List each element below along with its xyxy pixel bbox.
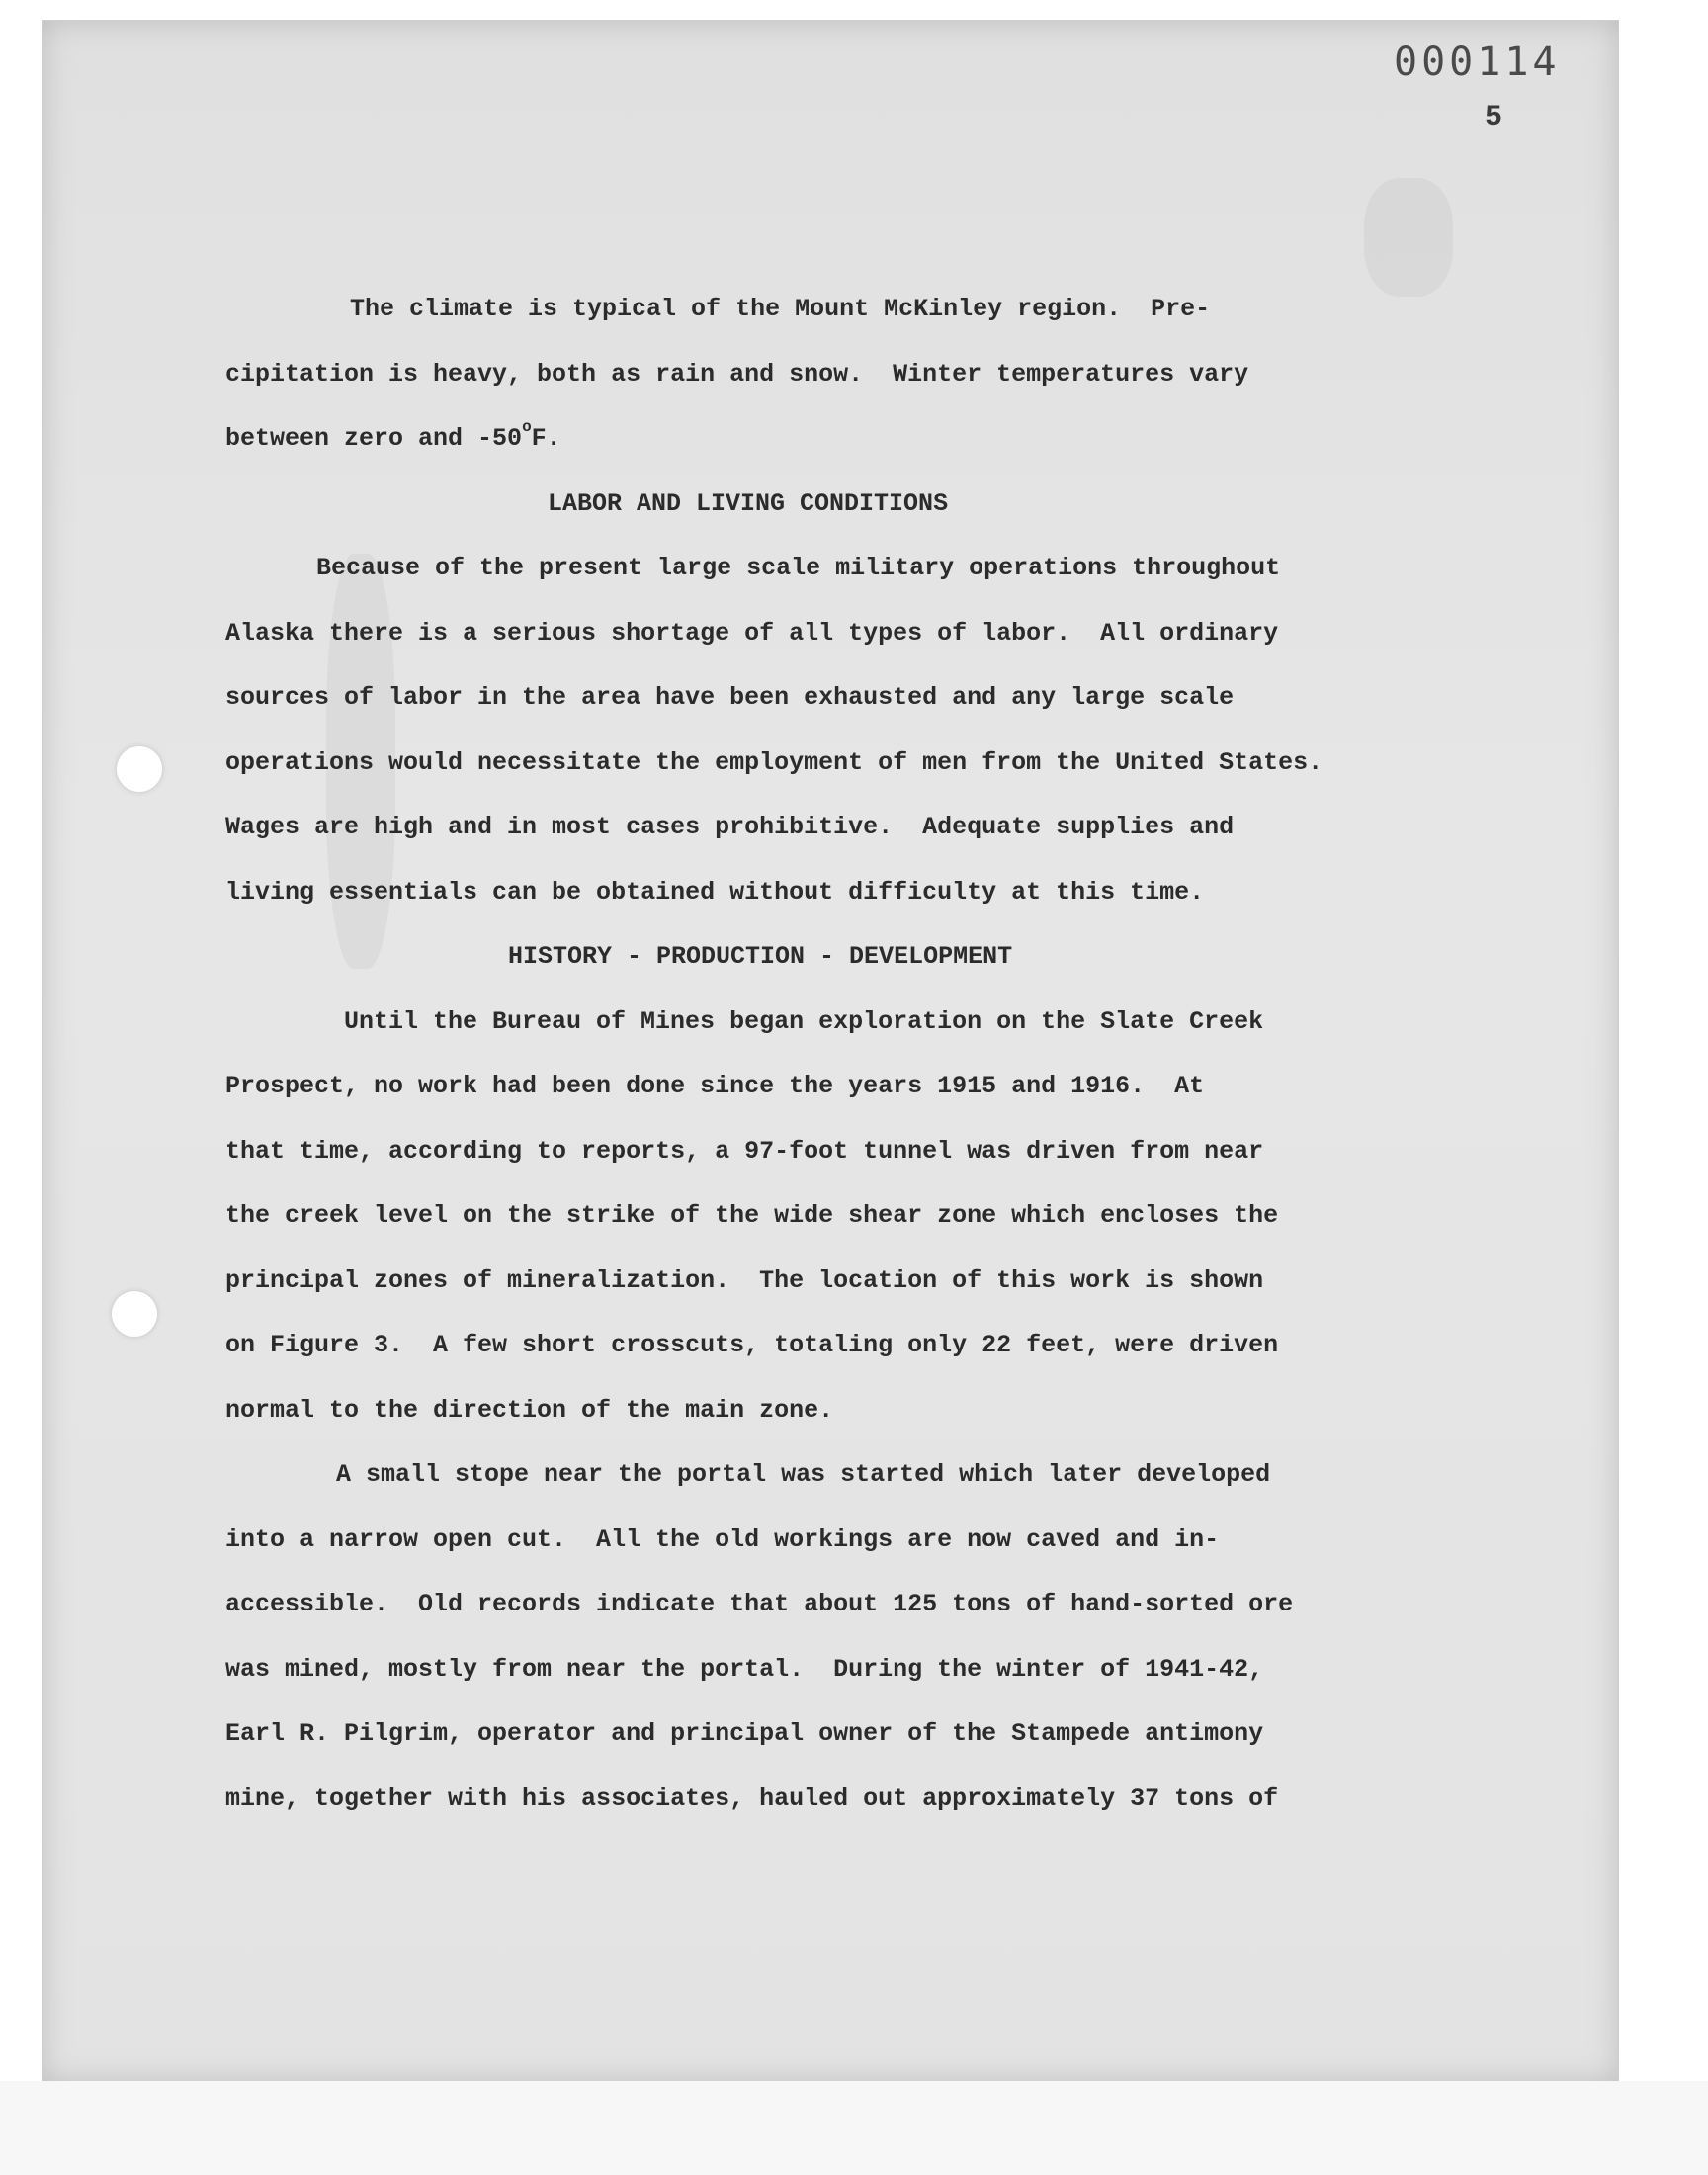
text-line: Alaska there is a serious shortage of all types of labor. All ordinary xyxy=(225,618,1279,648)
punch-hole-bottom xyxy=(112,1291,157,1337)
text-line: normal to the direction of the main zone. xyxy=(225,1395,834,1425)
text-line: Wages are high and in most cases prohibitive. Adequate supplies and xyxy=(225,813,1235,841)
text-line: on Figure 3. A few short crosscuts, totaling only 22 feet, were driven xyxy=(225,1331,1279,1359)
text-line: Because of the present large scale military operations throughout xyxy=(316,554,1281,582)
text-line: A small stope near the portal was started which later developed xyxy=(336,1460,1271,1489)
text-fragment: between zero and -50 xyxy=(225,424,523,453)
degree-mark: o xyxy=(522,418,532,436)
document-body xyxy=(225,277,1431,1831)
text-line: the creek level on the strike of the wide shear zone which encloses the xyxy=(225,1201,1279,1230)
section-heading-labor: LABOR AND LIVING CONDITIONS xyxy=(548,488,949,518)
text-line: sources of labor in the area have been exhausted and any large scale xyxy=(225,683,1235,712)
text-line: Until the Bureau of Mines began exploration on the Slate Creek xyxy=(344,1006,1264,1036)
text-line: into a narrow open cut. All the old workings are now caved and in- xyxy=(225,1524,1220,1554)
section-heading-history: HISTORY - PRODUCTION - DEVELOPMENT xyxy=(508,942,1013,971)
text-line: living essentials can be obtained without difficulty at this time. xyxy=(225,877,1205,907)
text-line: Earl R. Pilgrim, operator and principal owner of the Stampede antimony xyxy=(225,1719,1264,1748)
text-line: accessible. Old records indicate that about 125 tons of hand-sorted ore xyxy=(225,1590,1294,1618)
text-line: mine, together with his associates, hauled out approximately 37 tons of xyxy=(225,1784,1279,1813)
scan-margin xyxy=(0,2081,1708,2175)
text-line: cipitation is heavy, both as rain and snow. Winter temperatures vary xyxy=(225,359,1249,389)
text-line: that time, according to reports, a 97-foot tunnel was driven from near xyxy=(225,1136,1264,1166)
text-line: operations would necessitate the employment of men from the United States. xyxy=(225,747,1324,777)
punch-hole-top xyxy=(117,746,162,792)
page-number: 5 xyxy=(1485,101,1503,134)
text-line-temperature xyxy=(225,406,1431,472)
text-fragment: F. xyxy=(531,424,561,453)
text-line: was mined, mostly from near the portal. During the winter of 1941-42, xyxy=(225,1654,1264,1684)
text-line: Prospect, no work had been done since the years 1915 and 1916. At xyxy=(225,1072,1205,1100)
document-stamp-number: 000114 xyxy=(1394,40,1561,85)
text-line: The climate is typical of the Mount McKinley region. Pre- xyxy=(350,295,1211,323)
text-line: principal zones of mineralization. The location of this work is shown xyxy=(225,1265,1264,1295)
